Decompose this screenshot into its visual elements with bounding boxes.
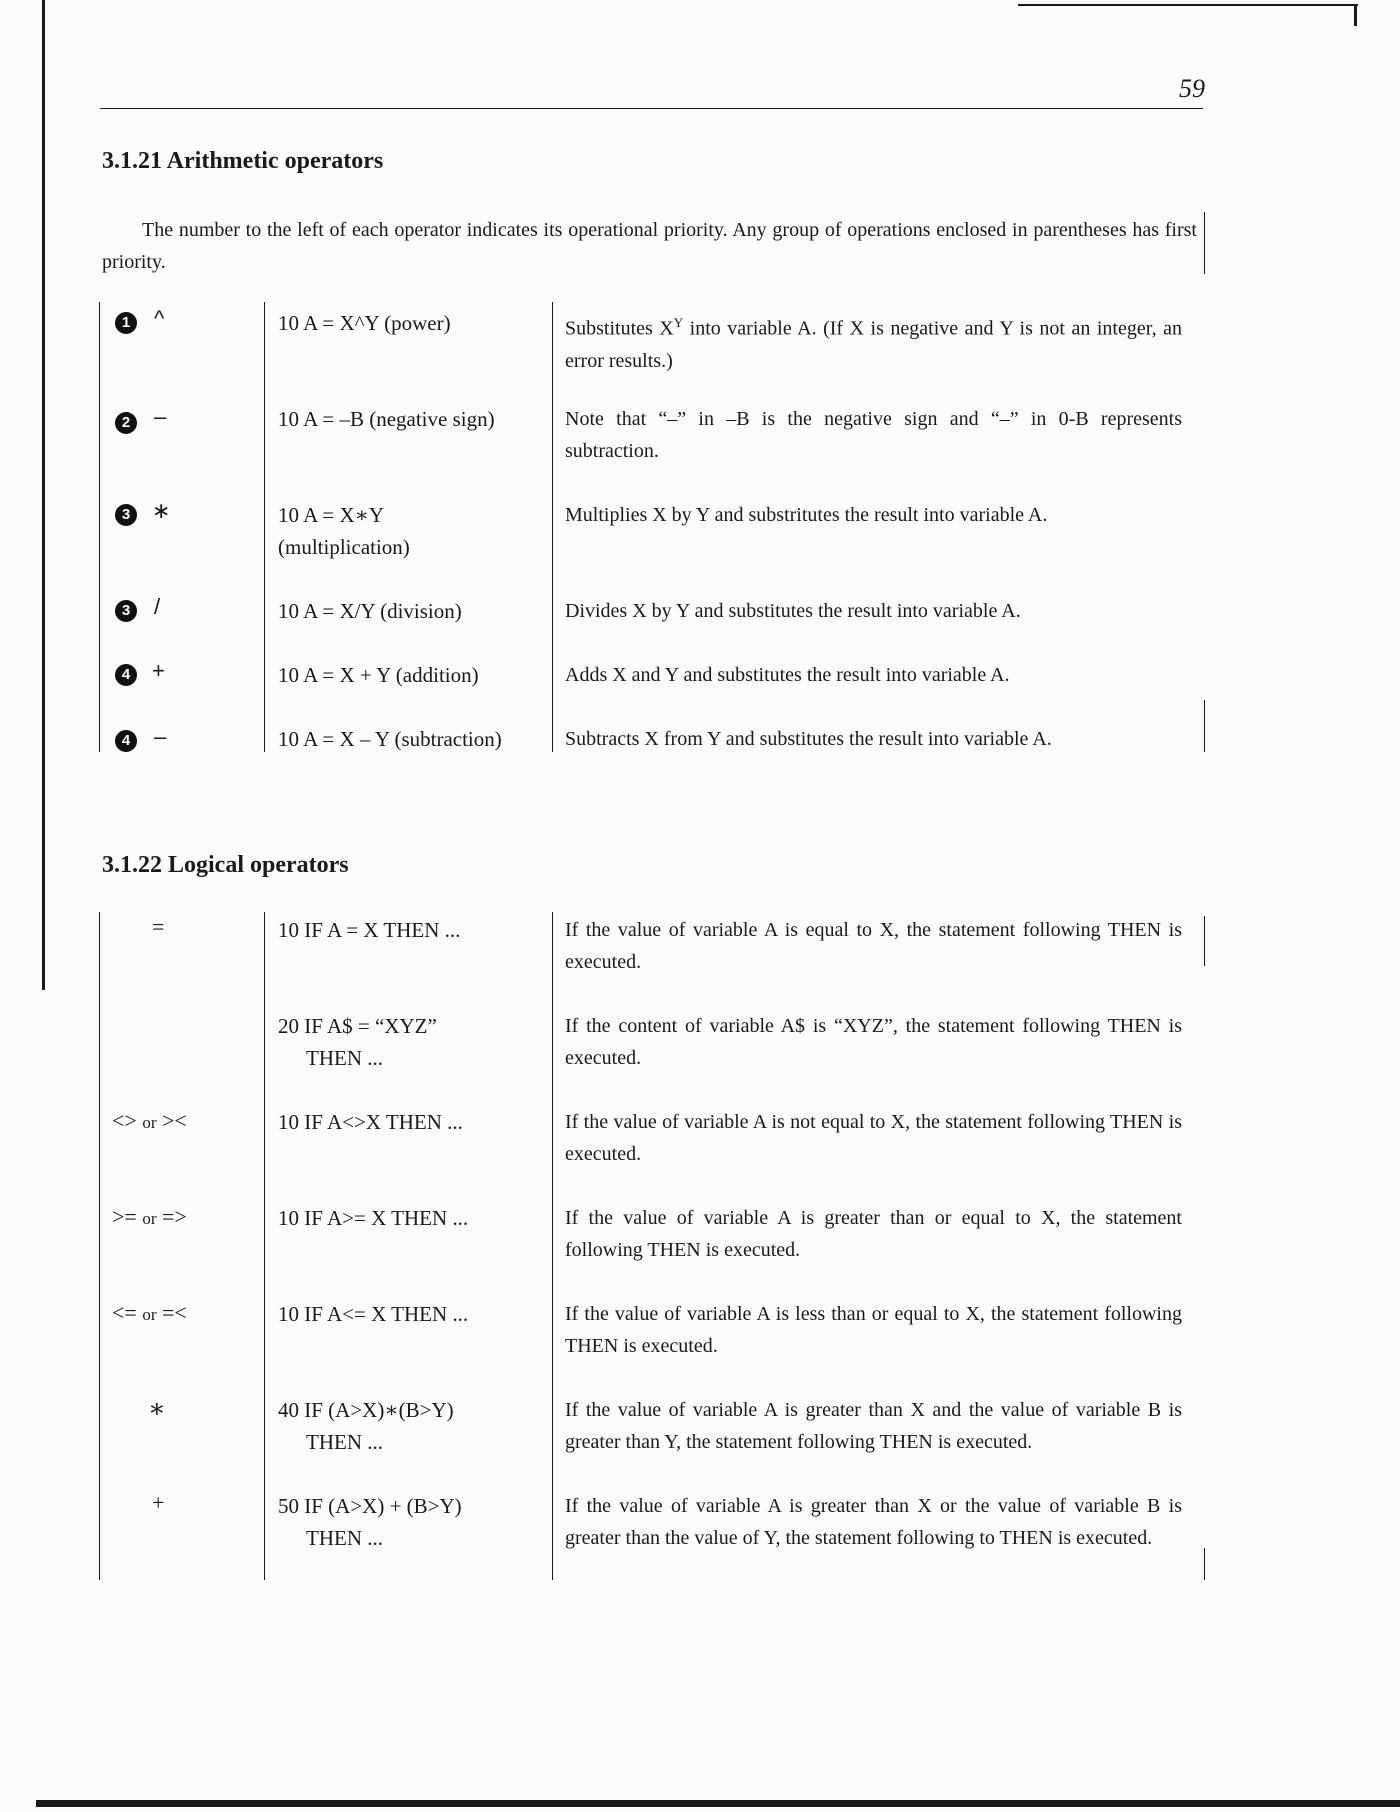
operator-symbol <box>112 1108 187 1134</box>
operator-or: or <box>142 1113 157 1132</box>
section-heading-arithmetic: 3.1.21 Arithmetic operators <box>102 148 384 174</box>
logic-divider-2 <box>552 912 553 1580</box>
arith-left-rule <box>99 302 100 752</box>
arithmetic-intro-text: The number to the left of each operator indicates its operational priority. Any group of operations enclosed in parentheses has first priority. <box>102 219 1197 273</box>
example-line: (multiplication) <box>278 535 410 559</box>
left-binding-edge <box>42 0 45 990</box>
operator-symbol: – <box>154 404 167 429</box>
bottom-edge <box>36 1800 1400 1807</box>
description-text: Substitutes X <box>565 317 674 340</box>
logic-divider-1 <box>264 912 265 1580</box>
operator-description: If the value of variable A is less than or equal to X, the statement following THEN is executed. <box>565 1303 1182 1357</box>
arithmetic-intro <box>102 214 1197 278</box>
operator-symbol: ^ <box>154 306 165 331</box>
priority-badge: 4 <box>115 730 137 752</box>
example-line: 20 IF A$ = “XYZ” <box>278 1014 437 1038</box>
operator-description: If the value of variable A is greater than X and the value of variable B is greater than Y, the statement following THEN is executed. <box>565 1399 1182 1453</box>
operator-description: If the content of variable A$ is “XYZ”, the statement following THEN is executed. <box>565 1015 1182 1069</box>
example-code: 10 A = X^Y (power) <box>278 311 451 335</box>
arith-right-rule <box>1204 700 1205 752</box>
operator-description: If the value of variable A is not equal to X, the statement following THEN is executed. <box>565 1111 1182 1165</box>
example-code: 10 IF A<>X THEN ... <box>278 1110 463 1134</box>
operator-symbol-a: >= <box>112 1204 137 1229</box>
operator-description: Divides X by Y and substitutes the result into variable A. <box>565 600 1021 622</box>
example-code: 10 A = X + Y (addition) <box>278 663 479 687</box>
logic-right-rule <box>1204 916 1205 966</box>
logic-left-rule <box>99 912 100 1580</box>
operator-symbol: ∗ <box>152 498 171 523</box>
example-line: 10 A = X∗Y <box>278 503 385 527</box>
header-rule <box>100 108 1203 109</box>
arith-divider-2 <box>552 302 553 752</box>
operator-symbol-a: <> <box>112 1108 137 1133</box>
operator-symbol: – <box>154 724 167 749</box>
example-code: 10 IF A<= X THEN ... <box>278 1302 469 1326</box>
example-line: 50 IF (A>X) + (B>Y) <box>278 1494 462 1518</box>
example-line: 40 IF (A>X)∗(B>Y) <box>278 1398 454 1422</box>
operator-description: Adds X and Y and substitutes the result into variable A. <box>565 664 1010 686</box>
operator-description: If the value of variable A is greater than or equal to X, the statement following THEN is executed. <box>565 1207 1182 1261</box>
operator-symbol-b: =< <box>162 1300 187 1325</box>
operator-symbol <box>112 1300 187 1326</box>
operator-symbol <box>112 1204 187 1230</box>
operator-description: If the value of variable A is greater than X or the value of variable B is greater than the value of Y, the statement following to THEN is executed. <box>565 1495 1182 1549</box>
operator-symbol: + <box>152 658 165 683</box>
operator-symbol: + <box>152 1490 165 1515</box>
example-code <box>278 499 550 563</box>
example-code: 10 A = X – Y (subtraction) <box>278 727 502 751</box>
priority-badge: 3 <box>115 600 137 622</box>
operator-symbol-b: => <box>162 1204 187 1229</box>
operator-symbol-b: >< <box>162 1108 187 1133</box>
example-code <box>278 1010 550 1074</box>
operator-or: or <box>142 1209 157 1228</box>
example-code <box>278 1394 550 1458</box>
example-code: 10 IF A>= X THEN ... <box>278 1206 469 1230</box>
priority-badge: 3 <box>115 504 137 526</box>
description-text: into variable A. (If X is negative and Y is not an integer, an error results.) <box>565 317 1182 372</box>
operator-description: Multiplies X by Y and substritutes the result into variable A. <box>565 504 1048 526</box>
example-code: 10 IF A = X THEN ... <box>278 918 461 942</box>
example-line: THEN ... <box>306 1526 383 1550</box>
operator-symbol: ∗ <box>148 1394 166 1423</box>
logic-right-rule-low <box>1204 1548 1205 1580</box>
priority-badge: 1 <box>115 312 137 334</box>
example-line: THEN ... <box>306 1046 383 1070</box>
example-line: THEN ... <box>306 1430 383 1454</box>
priority-badge: 4 <box>115 664 137 686</box>
example-code: 10 A = –B (negative sign) <box>278 407 495 431</box>
intro-side-rule <box>1204 212 1205 274</box>
priority-badge: 2 <box>115 412 137 434</box>
example-code: 10 A = X/Y (division) <box>278 599 462 623</box>
top-right-corner <box>1354 4 1357 26</box>
superscript: Y <box>673 315 684 330</box>
section-heading-logical: 3.1.22 Logical operators <box>102 852 349 878</box>
operator-symbol: / <box>154 594 161 619</box>
operator-description: Subtracts X from Y and substitutes the result into variable A. <box>565 728 1052 750</box>
operator-symbol-a: <= <box>112 1300 137 1325</box>
top-right-edge <box>1018 4 1358 6</box>
arith-divider-1 <box>264 302 265 752</box>
page-number: 59 <box>1179 74 1205 103</box>
operator-description: Note that “–” in –B is the negative sign and “–” in 0-B represents subtraction. <box>565 408 1182 462</box>
operator-description: If the value of variable A is equal to X, the statement following THEN is executed. <box>565 919 1182 973</box>
operator-description <box>565 307 1182 377</box>
operator-or: or <box>142 1305 157 1324</box>
example-code <box>278 1490 550 1554</box>
operator-symbol: = <box>152 914 165 939</box>
